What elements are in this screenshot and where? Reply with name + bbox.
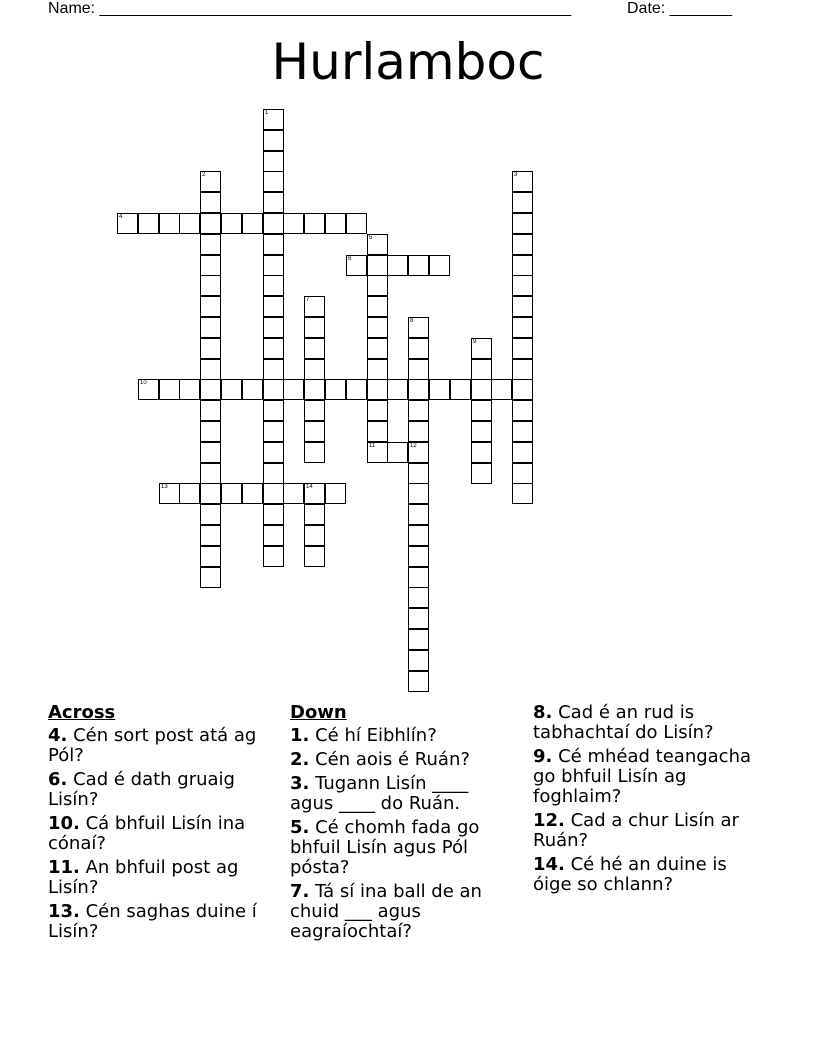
grid-cell[interactable] bbox=[263, 338, 284, 359]
clue-item bbox=[290, 726, 512, 746]
grid-cell[interactable] bbox=[304, 421, 325, 442]
clue-number: 13. bbox=[48, 901, 80, 922]
grid-cell[interactable] bbox=[304, 359, 325, 380]
grid-cell[interactable] bbox=[221, 379, 242, 400]
grid-cell[interactable] bbox=[263, 255, 284, 276]
grid-cell[interactable] bbox=[263, 400, 284, 421]
clue-item bbox=[290, 818, 512, 878]
grid-cell[interactable] bbox=[512, 255, 533, 276]
grid-cell[interactable] bbox=[512, 213, 533, 234]
clue-number: 9. bbox=[533, 746, 553, 767]
clues-column-across bbox=[48, 703, 273, 946]
grid-cell[interactable] bbox=[263, 359, 284, 380]
grid-cell[interactable] bbox=[283, 379, 304, 400]
cell-number: 9 bbox=[473, 339, 477, 345]
grid-cell[interactable] bbox=[200, 213, 221, 234]
grid-cell[interactable] bbox=[263, 234, 284, 255]
grid-cell[interactable] bbox=[221, 483, 242, 504]
grid-cell[interactable] bbox=[325, 379, 346, 400]
grid-cell[interactable] bbox=[512, 359, 533, 380]
clue-number: 2. bbox=[290, 749, 310, 770]
grid-cell[interactable] bbox=[408, 255, 429, 276]
grid-cell[interactable] bbox=[200, 275, 221, 296]
clue-number: 4. bbox=[48, 725, 68, 746]
clue-text: Cén aois é Ruán? bbox=[309, 749, 470, 770]
grid-cell[interactable] bbox=[283, 213, 304, 234]
grid-cell[interactable] bbox=[429, 379, 450, 400]
grid-cell[interactable] bbox=[304, 296, 325, 317]
clue-item bbox=[48, 902, 273, 942]
grid-cell[interactable] bbox=[263, 171, 284, 192]
clue-text: Cad é dath gruaig Lisín? bbox=[48, 769, 235, 810]
clue-number: 6. bbox=[48, 769, 68, 790]
grid-cell[interactable] bbox=[512, 400, 533, 421]
grid-cell[interactable] bbox=[263, 296, 284, 317]
clue-number: 11. bbox=[48, 857, 80, 878]
grid-cell[interactable] bbox=[408, 671, 429, 692]
clue-text: Cé hé an duine is óige so chlann? bbox=[533, 854, 727, 895]
grid-cell[interactable] bbox=[242, 483, 263, 504]
clue-number: 8. bbox=[533, 702, 553, 723]
grid-cell[interactable] bbox=[200, 359, 221, 380]
grid-cell[interactable] bbox=[200, 463, 221, 484]
grid-cell[interactable] bbox=[138, 213, 159, 234]
grid-cell[interactable] bbox=[179, 379, 200, 400]
cell-number: 1 bbox=[265, 110, 269, 116]
clue-number: 14. bbox=[533, 854, 565, 875]
grid-cell[interactable] bbox=[200, 234, 221, 255]
grid-cell[interactable] bbox=[263, 463, 284, 484]
grid-cell[interactable] bbox=[471, 400, 492, 421]
grid-cell[interactable] bbox=[512, 275, 533, 296]
grid-cell[interactable] bbox=[263, 130, 284, 151]
grid-cell[interactable] bbox=[408, 608, 429, 629]
down-heading: Down bbox=[290, 702, 347, 723]
grid-cell[interactable] bbox=[200, 421, 221, 442]
grid-cell[interactable] bbox=[471, 463, 492, 484]
grid-cell[interactable] bbox=[263, 213, 284, 234]
grid-cell[interactable] bbox=[408, 567, 429, 588]
grid-cell[interactable] bbox=[367, 317, 388, 338]
clue-item bbox=[48, 726, 273, 766]
grid-cell[interactable] bbox=[408, 483, 429, 504]
grid-cell[interactable] bbox=[325, 213, 346, 234]
grid-cell[interactable] bbox=[408, 629, 429, 650]
cell-number: 14 bbox=[306, 484, 313, 490]
grid-cell[interactable] bbox=[512, 317, 533, 338]
grid-cell[interactable] bbox=[263, 151, 284, 172]
grid-cell[interactable] bbox=[200, 255, 221, 276]
grid-cell[interactable] bbox=[304, 379, 325, 400]
clue-number: 12. bbox=[533, 810, 565, 831]
grid-cell[interactable] bbox=[263, 483, 284, 504]
cell-number: 11 bbox=[369, 443, 376, 449]
grid-cell[interactable] bbox=[512, 483, 533, 504]
cell-number: 12 bbox=[410, 443, 417, 449]
grid-cell[interactable] bbox=[179, 213, 200, 234]
grid-cell[interactable] bbox=[367, 275, 388, 296]
grid-cell[interactable] bbox=[200, 400, 221, 421]
clue-text: Cén sort post atá ag Pól? bbox=[48, 725, 257, 766]
grid-cell[interactable] bbox=[283, 483, 304, 504]
grid-cell[interactable] bbox=[450, 379, 471, 400]
grid-cell[interactable] bbox=[263, 546, 284, 567]
grid-cell[interactable] bbox=[200, 317, 221, 338]
grid-cell[interactable] bbox=[304, 483, 325, 504]
grid-cell[interactable] bbox=[471, 359, 492, 380]
grid-cell[interactable] bbox=[471, 338, 492, 359]
grid-cell[interactable] bbox=[138, 379, 159, 400]
grid-cell[interactable] bbox=[263, 275, 284, 296]
grid-cell[interactable] bbox=[387, 442, 408, 463]
grid-cell[interactable] bbox=[200, 379, 221, 400]
grid-cell[interactable] bbox=[263, 317, 284, 338]
grid-cell[interactable] bbox=[179, 483, 200, 504]
name-field-line: Name: _____________________________________________________ bbox=[48, 0, 572, 17]
grid-cell[interactable] bbox=[263, 109, 284, 130]
clues-column-down bbox=[290, 703, 512, 946]
grid-cell[interactable] bbox=[367, 379, 388, 400]
grid-cell[interactable] bbox=[408, 359, 429, 380]
grid-cell[interactable] bbox=[200, 504, 221, 525]
grid-cell[interactable] bbox=[367, 338, 388, 359]
cell-number: 8 bbox=[410, 318, 414, 324]
grid-cell[interactable] bbox=[367, 296, 388, 317]
clue-item bbox=[48, 770, 273, 810]
cell-number: 6 bbox=[348, 256, 352, 262]
clue-number: 10. bbox=[48, 813, 80, 834]
grid-cell[interactable] bbox=[408, 338, 429, 359]
clue-item bbox=[533, 747, 763, 807]
grid-cell[interactable] bbox=[367, 234, 388, 255]
grid-cell[interactable] bbox=[367, 359, 388, 380]
grid-cell[interactable] bbox=[325, 483, 346, 504]
grid-cell[interactable] bbox=[491, 379, 512, 400]
clue-text: Cé mhéad teangacha go bhfuil Lisín ag foghlaim? bbox=[533, 746, 752, 807]
grid-cell[interactable] bbox=[200, 296, 221, 317]
grid-cell[interactable] bbox=[408, 525, 429, 546]
grid-cell[interactable] bbox=[263, 504, 284, 525]
grid-cell[interactable] bbox=[200, 171, 221, 192]
clue-text: Cad é an rud is tabhachtaí do Lisín? bbox=[533, 702, 714, 743]
clue-text: An bhfuil post ag Lisín? bbox=[48, 857, 239, 898]
grid-cell[interactable] bbox=[408, 442, 429, 463]
clue-text: Tá sí ina ball de an chuid ___ agus eagraíochtaí? bbox=[290, 881, 482, 942]
cell-number: 4 bbox=[119, 214, 123, 220]
grid-cell[interactable] bbox=[159, 483, 180, 504]
grid-cell[interactable] bbox=[512, 171, 533, 192]
clue-item bbox=[290, 750, 512, 770]
grid-cell[interactable] bbox=[408, 650, 429, 671]
cell-number: 5 bbox=[369, 235, 373, 241]
clues-column-down-continued bbox=[533, 703, 763, 899]
grid-cell[interactable] bbox=[263, 192, 284, 213]
clue-number: 3. bbox=[290, 773, 310, 794]
grid-cell[interactable] bbox=[408, 463, 429, 484]
grid-cell[interactable] bbox=[367, 400, 388, 421]
grid-cell[interactable] bbox=[221, 213, 242, 234]
grid-cell[interactable] bbox=[408, 421, 429, 442]
down-clue-list bbox=[290, 726, 512, 942]
grid-cell[interactable] bbox=[471, 421, 492, 442]
grid-cell[interactable] bbox=[512, 192, 533, 213]
grid-cell[interactable] bbox=[387, 255, 408, 276]
across-clue-list bbox=[48, 726, 273, 942]
clue-number: 1. bbox=[290, 725, 310, 746]
grid-cell[interactable] bbox=[346, 379, 367, 400]
clue-text: Cén saghas duine í Lisín? bbox=[48, 901, 257, 942]
grid-cell[interactable] bbox=[200, 192, 221, 213]
cell-number: 13 bbox=[161, 484, 168, 490]
cell-number: 2 bbox=[202, 172, 206, 178]
grid-cell[interactable] bbox=[263, 379, 284, 400]
grid-cell[interactable] bbox=[387, 379, 408, 400]
grid-cell[interactable] bbox=[200, 442, 221, 463]
grid-cell[interactable] bbox=[408, 379, 429, 400]
grid-cell[interactable] bbox=[200, 483, 221, 504]
grid-cell[interactable] bbox=[408, 400, 429, 421]
grid-cell[interactable] bbox=[304, 525, 325, 546]
grid-cell[interactable] bbox=[367, 442, 388, 463]
grid-cell[interactable] bbox=[304, 213, 325, 234]
grid-cell[interactable] bbox=[304, 400, 325, 421]
grid-cell[interactable] bbox=[512, 421, 533, 442]
clue-item bbox=[48, 814, 273, 854]
grid-cell[interactable] bbox=[304, 504, 325, 525]
grid-cell[interactable] bbox=[304, 442, 325, 463]
grid-cell[interactable] bbox=[304, 317, 325, 338]
grid-cell[interactable] bbox=[200, 546, 221, 567]
grid-cell[interactable] bbox=[408, 317, 429, 338]
grid-cell[interactable] bbox=[200, 525, 221, 546]
grid-cell[interactable] bbox=[159, 379, 180, 400]
clue-item bbox=[533, 811, 763, 851]
down-clue-list-continued bbox=[533, 703, 763, 895]
clue-item bbox=[290, 774, 512, 814]
grid-cell[interactable] bbox=[471, 379, 492, 400]
grid-cell[interactable] bbox=[263, 525, 284, 546]
clue-item bbox=[290, 882, 512, 942]
grid-cell[interactable] bbox=[367, 421, 388, 442]
clue-item bbox=[533, 855, 763, 895]
cell-number: 10 bbox=[140, 380, 147, 386]
grid-cell[interactable] bbox=[512, 379, 533, 400]
grid-cell[interactable] bbox=[304, 338, 325, 359]
puzzle-title: Hurlamboc bbox=[271, 33, 545, 91]
clue-number: 5. bbox=[290, 817, 310, 838]
grid-cell[interactable] bbox=[512, 234, 533, 255]
grid-cell[interactable] bbox=[117, 213, 138, 234]
grid-cell[interactable] bbox=[346, 255, 367, 276]
clue-text: Cé hí Eibhlín? bbox=[309, 725, 437, 746]
grid-cell[interactable] bbox=[512, 442, 533, 463]
cell-number: 7 bbox=[306, 297, 310, 303]
grid-cell[interactable] bbox=[408, 546, 429, 567]
clue-item bbox=[533, 703, 763, 743]
clue-text: Tugann Lisín ____ agus ____ do Ruán. bbox=[290, 773, 469, 814]
grid-cell[interactable] bbox=[408, 587, 429, 608]
grid-cell[interactable] bbox=[408, 504, 429, 525]
clue-text: Cad a chur Lisín ar Ruán? bbox=[533, 810, 739, 851]
grid-cell[interactable] bbox=[512, 296, 533, 317]
grid-cell[interactable] bbox=[429, 255, 450, 276]
grid-cell[interactable] bbox=[512, 463, 533, 484]
grid-cell[interactable] bbox=[367, 255, 388, 276]
across-heading: Across bbox=[48, 702, 116, 723]
clue-item bbox=[48, 858, 273, 898]
grid-cell[interactable] bbox=[263, 421, 284, 442]
grid-cell[interactable] bbox=[304, 546, 325, 567]
grid-cell[interactable] bbox=[346, 213, 367, 234]
clue-text: Cá bhfuil Lisín ina cónaí? bbox=[48, 813, 246, 854]
clue-number: 7. bbox=[290, 881, 310, 902]
grid-cell[interactable] bbox=[263, 442, 284, 463]
grid-cell[interactable] bbox=[159, 213, 180, 234]
cell-number: 3 bbox=[514, 172, 518, 178]
date-field-line: Date: _______ bbox=[627, 0, 732, 17]
grid-cell[interactable] bbox=[471, 442, 492, 463]
grid-cell[interactable] bbox=[242, 379, 263, 400]
grid-cell[interactable] bbox=[200, 338, 221, 359]
clue-text: Cé chomh fada go bhfuil Lisín agus Pól pósta? bbox=[290, 817, 480, 878]
grid-cell[interactable] bbox=[242, 213, 263, 234]
grid-cell[interactable] bbox=[200, 567, 221, 588]
grid-cell[interactable] bbox=[512, 338, 533, 359]
